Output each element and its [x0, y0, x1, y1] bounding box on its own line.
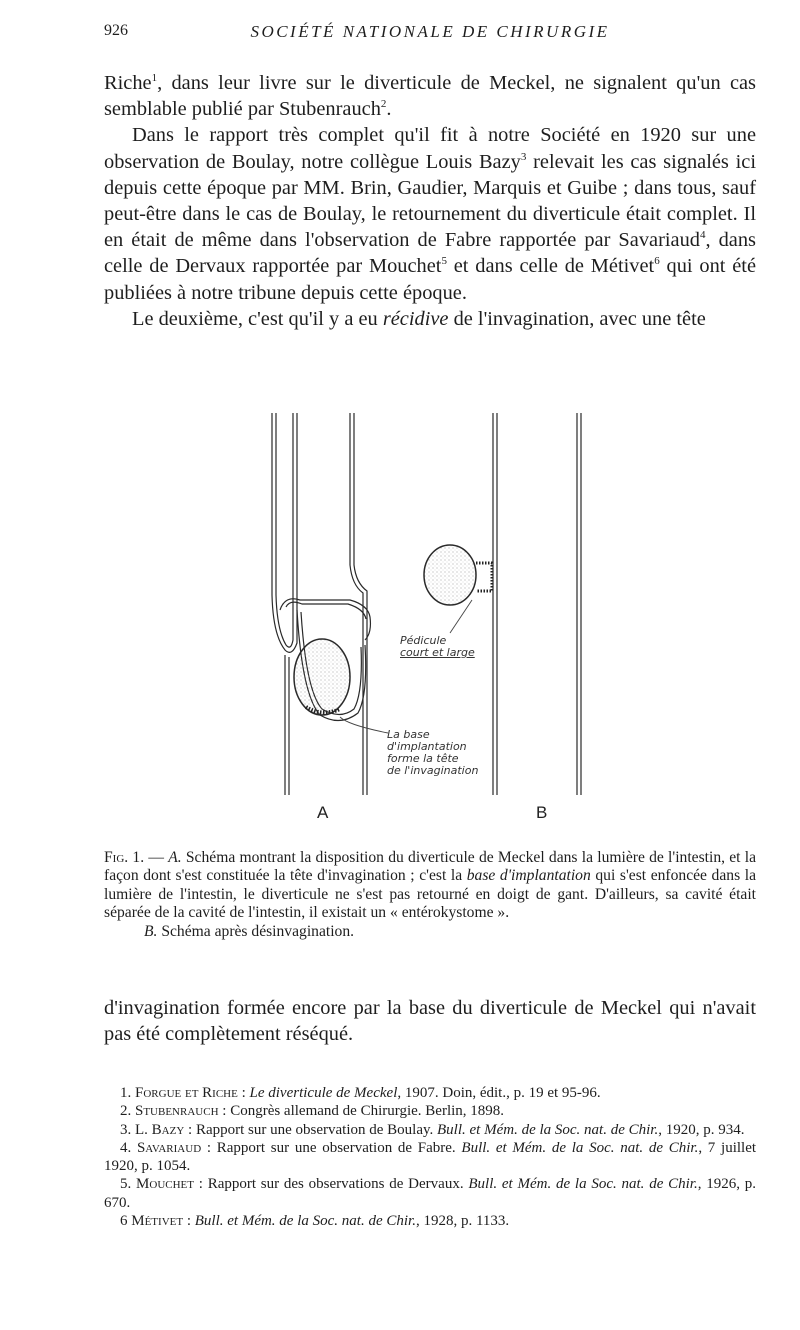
intestine-a-right-wall [350, 413, 367, 795]
intestine-a-lower-walls [285, 655, 289, 795]
intestine-b-walls [493, 413, 581, 795]
figure-caption [104, 849, 756, 941]
figure-1 [240, 395, 610, 835]
paragraph-3: Le deuxième, c'est qu'il y a eu récidive de l'invagination, avec une tête [132, 307, 706, 330]
footnote-6: 6 Métivet : Bull. et Mém. de la Soc. nat. de Chir., 1928, p. 1133. [120, 1213, 510, 1230]
caption-a: Fig. 1. — A. Schéma montrant la disposition du diverticule de Meckel dans la lumière de l'intestin, et la façon dont s'est constituée la tête d'invagination ; c'est la base d'implantation qui s'est enfoncée dans la lumière de l'intestin, le diverticule ne s'est pas retourné en doigt de gant. D'ailleurs, sa cavité était séparée de la cavité de l'intestin, il existait un « entérokystome ». [104, 849, 757, 922]
footnote-ref: 2 [380, 98, 387, 111]
footnote-1: 1. Forgue et Riche : Le diverticule de Meckel, 1907. Doin, édit., p. 19 et 95-96. [120, 1085, 601, 1101]
caption-b: B. Schéma après désinvagination. [144, 922, 355, 940]
footnote-ref: 1 [151, 72, 158, 85]
paragraph-1: Riche$^1$, dans leur livre sur le diverticule de Meckel, ne signalent qu'un cas semblable publié par Stubenrauch$^2$. [104, 72, 756, 121]
paragraph-4: d'invagination formée encore par la base du diverticule de Meckel qui n'avait pas été complètement réséqué. [104, 997, 756, 1046]
footnote-2: 2. Stubenrauch : Congrès allemand de Chirurgie. Berlin, 1898. [120, 1103, 505, 1120]
footnote-ref: 4 [699, 229, 706, 242]
journal-title: SOCIÉTÉ NATIONALE DE CHIRURGIE [250, 22, 610, 41]
figure-label-b: B [536, 803, 548, 822]
intestine-a-left-wall [272, 413, 297, 652]
footnote-4: 4. Savariaud : Rapport sur une observation de Fabre. Bull. et Mém. de la Soc. nat. de Chir., 7 juillet 1920, p. 1054. [104, 1139, 757, 1175]
footnote-3: 3. L. Bazy : Rapport sur une observation de Boulay. Bull. et Mém. de la Soc. nat. de Chir., 1920, p. 934. [120, 1121, 745, 1138]
body-text-bottom [104, 995, 756, 1047]
footnote-ref: 6 [654, 255, 660, 268]
paragraph-2: Dans le rapport très complet qu'il fit à notre Société en 1920 sur une observation de Boulay, notre collègue Louis Bazy$^3$ relevait les cas signalés ici depuis cette époque par MM. Brin, Gaudier, Marquis et Guibe ; dans tous, sauf peut-être dans le cas de Boulay, le retournement du diverticule était complet. Il en était de même dans l'observation de Fabre rapportée par Savariaud$^4$, dans celle de Dervaux rapportée par Mouchet$^5$ et dans celle de Métivet$^6$ qui ont été publiées à notre tribune depuis cette époque. [104, 124, 757, 304]
running-head [104, 22, 756, 48]
annotation-implant-base: La base d'implantation forme la tête de l'invagination [387, 728, 479, 777]
diverticulum-a [294, 639, 350, 715]
annotation-pedicle: Pédicule court et large [400, 634, 475, 659]
body-text-top [104, 70, 756, 332]
diverticulum-b [424, 545, 492, 605]
footnote-ref: 5 [441, 255, 447, 268]
footnote-ref: 3 [520, 150, 527, 163]
footnotes [104, 1084, 756, 1230]
page-number: 926 [104, 22, 128, 39]
footnote-5: 5. Mouchet : Rapport sur des observations de Dervaux. Bull. et Mém. de la Soc. nat. de Chir., 1926, p. 670. [104, 1176, 757, 1211]
figure-label-a: A [317, 803, 329, 822]
